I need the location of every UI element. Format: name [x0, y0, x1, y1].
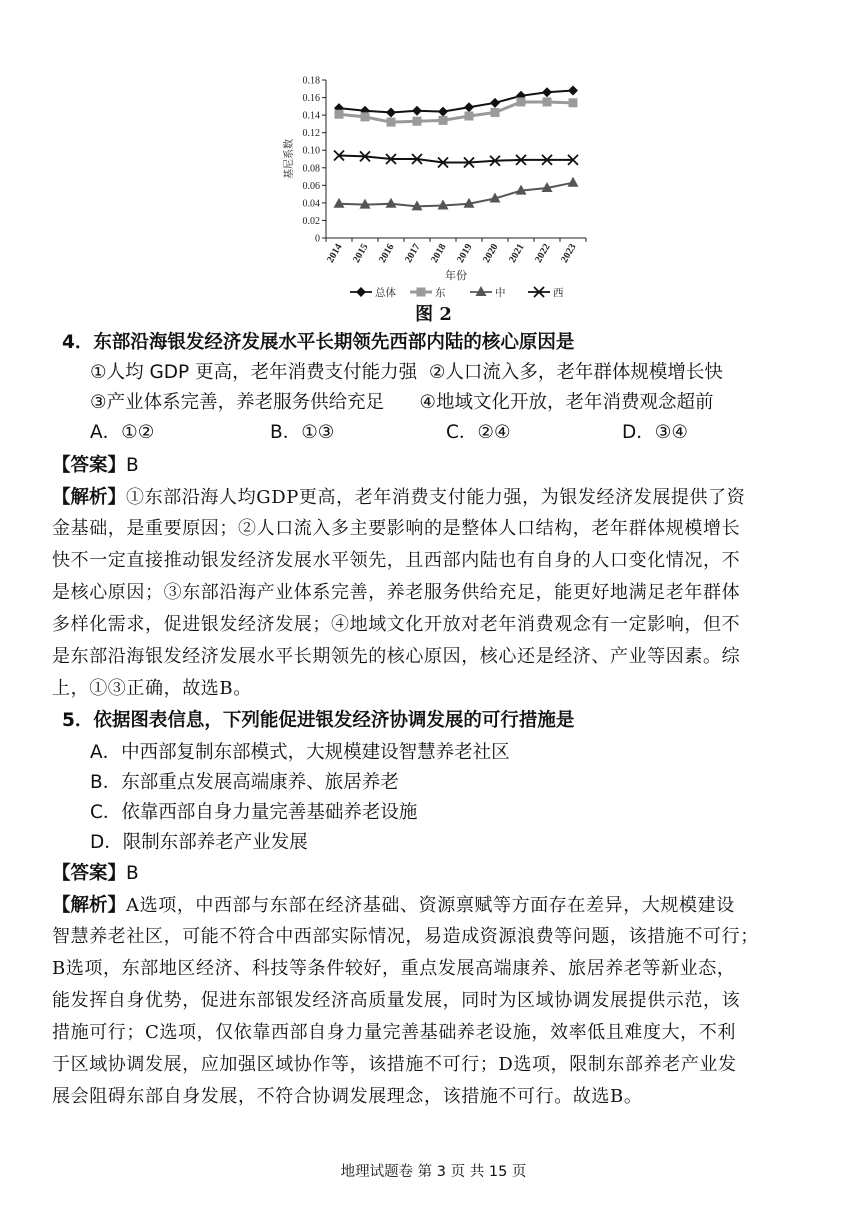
y-tick-label: 0.02 [302, 215, 320, 227]
series-1-point [465, 111, 474, 120]
series-line-2 [339, 183, 573, 207]
y-tick-label: 0.10 [302, 145, 320, 157]
x-tick-label: 2021 [507, 242, 527, 265]
q4-analysis-line: 上，①③正确，故选B。 [52, 678, 252, 699]
q4-stem: 4．东部沿海银发经济发展水平长期领先西部内陆的核心原因是 [62, 332, 575, 353]
q5-analysis-line: B选项，东部地区经济、科技等条件较好，重点发展高端康养、旅居养老等新业态， [52, 958, 736, 979]
page-footer: 地理试题卷 第 3 页 共 15 页 [340, 1164, 527, 1180]
legend-label: 东 [435, 288, 446, 299]
series-0-point [438, 107, 448, 117]
gini-line-chart [280, 66, 600, 326]
q4-choice-c: C．②④ [446, 422, 511, 443]
q4-analysis-line: 是核心原因；③东部沿海产业体系完善，养老服务供给充足，能更好地满足老年群体 [52, 582, 741, 603]
q5-option-c: C．依靠西部自身力量完善基础养老设施 [90, 802, 418, 823]
legend-label: 西 [553, 288, 564, 299]
legend-marker [417, 288, 426, 297]
x-tick-label: 2022 [533, 242, 553, 265]
series-1-point [569, 98, 578, 107]
q4-choice-b: B．①③ [270, 422, 335, 443]
q5-answer-value: B [126, 863, 139, 884]
series-2-point [568, 177, 579, 187]
figure-caption: 图 2 [415, 304, 452, 325]
q4-options-line1: ①人均 GDP 更高，老年消费支付能力强 ②人口流入多，老年群体规模增长快 [90, 362, 723, 383]
series-1-point [543, 97, 552, 106]
series-line-3 [339, 155, 573, 162]
legend-marker [476, 286, 487, 296]
q5-analysis-line: A选项，中西部与东部在经济基础、资源禀赋等方面存在差异，大规模建设 [126, 895, 735, 916]
x-axis-label: 年份 [445, 270, 467, 282]
legend-marker [356, 287, 366, 297]
x-tick-label: 2018 [429, 242, 449, 265]
q4-choice-a: A．①② [90, 422, 155, 443]
q5-analysis-line: 智慧养老社区，可能不符合中西部实际情况，易造成资源浪费等问题，该措施不可行； [52, 926, 759, 947]
q4-analysis-line: 金基础，是重要原因；②人口流入多主要影响的是整体人口结构，老年群体规模增长 [52, 518, 741, 539]
q4-options-line2: ③产业体系完善，养老服务供给充足 ④地域文化开放，老年消费观念超前 [90, 392, 714, 413]
series-0-point [568, 86, 578, 96]
y-axis-label: 基尼系数 [284, 139, 295, 179]
q4-analysis-line: 是东部沿海银发经济发展水平长期领先的核心原因，核心还是经济、产业等因素。综 [52, 646, 741, 667]
series-0-point [464, 102, 474, 112]
q5-option-d: D．限制东部养老产业发展 [90, 832, 308, 853]
q4-answer-tag: 【答案】 [52, 455, 127, 476]
series-2-point [334, 198, 345, 208]
y-tick-label: 0.08 [302, 163, 320, 175]
series-1-point [439, 116, 448, 125]
x-tick-label: 2020 [481, 242, 501, 265]
series-0-point [542, 87, 552, 97]
q4-analysis-tag: 【解析】 [52, 487, 127, 508]
series-2-point [386, 198, 397, 208]
q4-analysis-line: ①东部沿海人均GDP更高，老年消费支付能力强，为银发经济发展提供了资 [126, 487, 746, 508]
q5-analysis-line: 展会阻碍东部自身发展，不符合协调发展理念，该措施不可行。故选B。 [52, 1086, 643, 1107]
q4-answer-value: B [126, 455, 139, 476]
q5-stem: 5．依据图表信息，下列能促进银发经济协调发展的可行措施是 [62, 710, 575, 731]
x-tick-label: 2019 [455, 242, 475, 265]
series-0-point [386, 107, 396, 117]
q5-analysis-tag: 【解析】 [52, 895, 127, 916]
q5-analysis-line: 能发挥自身优势，促进东部银发经济高质量发展，同时为区域协调发展提供示范，该 [52, 990, 741, 1011]
series-1-point [491, 108, 500, 117]
q4-analysis-line: 多样化需求，促进银发经济发展；④地域文化开放对老年消费观念有一定影响，但不 [52, 614, 741, 635]
y-tick-label: 0.14 [302, 110, 320, 122]
x-tick-label: 2016 [377, 242, 397, 265]
x-tick-label: 2023 [559, 242, 579, 265]
q4-analysis-line: 快不一定直接推动银发经济发展水平领先，且西部内陆也有自身的人口变化情况，不 [52, 550, 741, 571]
q5-analysis-first-line [52, 890, 735, 921]
series-0-point [490, 98, 500, 108]
q5-option-a: A．中西部复制东部模式，大规模建设智慧养老社区 [90, 742, 510, 763]
q5-analysis-line: 于区域协调发展，应加强区域协作等，该措施不可行；D选项，限制东部养老产业发 [52, 1054, 737, 1075]
q4-answer [52, 450, 139, 481]
y-tick-label: 0.16 [302, 93, 320, 105]
y-tick-label: 0.06 [302, 180, 320, 192]
y-tick-label: 0 [315, 233, 320, 245]
y-tick-label: 0.04 [302, 198, 320, 210]
x-tick-label: 2017 [403, 242, 423, 265]
q5-analysis-line: 措施可行；C选项，仅依靠西部自身力量完善基础养老设施，效率低且难度大，不利 [52, 1022, 736, 1043]
q4-choice-d: D．③④ [622, 422, 688, 443]
legend-label: 中 [495, 288, 506, 299]
x-tick-label: 2014 [325, 242, 345, 265]
series-1-point [335, 110, 344, 119]
series-1-point [413, 117, 422, 126]
q5-answer [52, 858, 139, 889]
x-tick-label: 2015 [351, 242, 371, 265]
chart-svg [280, 66, 600, 326]
q5-option-b: B．东部重点发展高端康养、旅居养老 [90, 772, 399, 793]
series-1-point [517, 97, 526, 106]
series-1-point [361, 112, 370, 121]
q5-answer-tag: 【答案】 [52, 863, 127, 884]
y-tick-label: 0.12 [302, 128, 320, 140]
series-0-point [412, 106, 422, 116]
legend-label: 总体 [375, 288, 396, 299]
y-tick-label: 0.18 [302, 75, 320, 87]
q4-analysis-first-line [52, 482, 745, 513]
series-1-point [387, 118, 396, 127]
